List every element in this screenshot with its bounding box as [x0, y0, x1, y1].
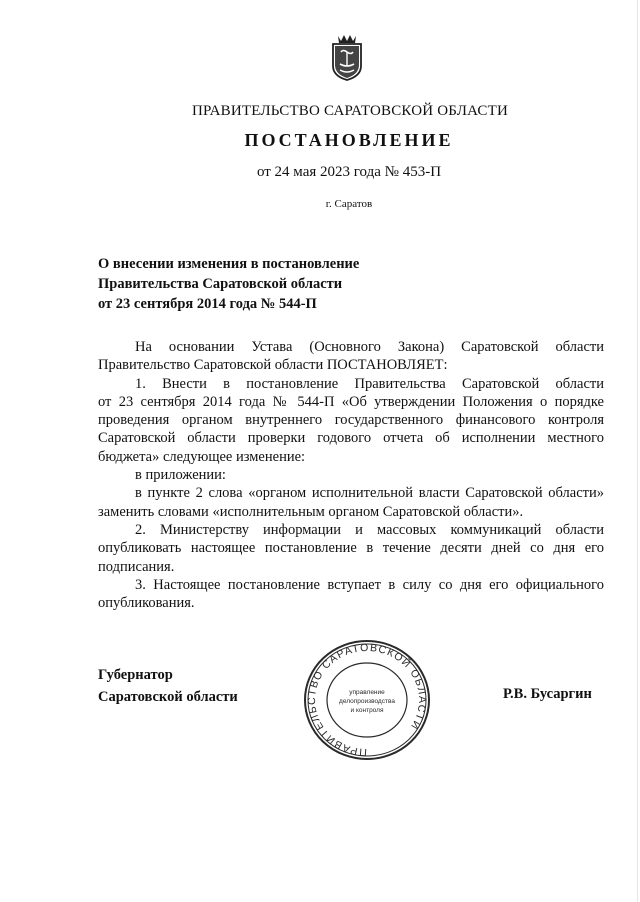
signatory-title: [98, 664, 238, 708]
body-line: заменить словами «исполнительным органом Саратовской области».: [98, 503, 524, 520]
body-line: от 23 сентября 2014 года № 544-П «Об утверждении Положения о порядке: [98, 393, 604, 410]
decree-subject: [98, 254, 359, 314]
body-line: 1. Внести в постановление Правительства Саратовской области: [135, 375, 604, 392]
body-line: бюджета» следующее изменение:: [98, 448, 306, 465]
signatory-title-line: Саратовской области: [98, 689, 238, 705]
subject-line: Правительства Саратовской области: [98, 276, 343, 292]
city-name: г. Саратов: [325, 198, 373, 210]
body-line: Саратовской области проверки годового отчета об исполнении местного: [98, 430, 604, 447]
body-line: 2. Министерству информации и массовых коммуникаций области: [135, 521, 604, 538]
body-line: проведения органом внутреннего государственного финансового контроля: [98, 412, 604, 429]
body-line: На основании Устава (Основного Закона) Саратовской области: [135, 339, 604, 355]
official-stamp: [300, 636, 434, 762]
body-line: опубликования.: [98, 595, 195, 612]
body-line: опубликовать настоящее постановление в течение десяти дней со дня его: [98, 540, 604, 557]
stamp-center-line: и контроля: [350, 707, 384, 714]
decree-date-number: от 24 мая 2023 года № 453-П: [256, 164, 442, 180]
body-line: 3. Настоящее постановление вступает в силу со дня его официального: [135, 576, 604, 593]
page-edge-divider: [637, 0, 638, 902]
signatory-name: Р.В. Бусаргин: [503, 686, 592, 702]
stamp-center-line: делопроизводства: [339, 698, 395, 705]
subject-line: от 23 сентября 2014 года № 544-П: [98, 296, 317, 312]
document-type-title: ПОСТАНОВЛЕНИЕ: [244, 130, 454, 150]
decree-body: [98, 338, 604, 612]
subject-line: О внесении изменения в постановление: [98, 256, 360, 272]
government-name: ПРАВИТЕЛЬСТВО САРАТОВСКОЙ ОБЛАСТИ: [191, 103, 509, 119]
stamp-ring-text: ПРАВИТЕЛЬСТВО САРАТОВСКОЙ ОБЛАСТИ: [305, 641, 429, 759]
body-line: в пункте 2 слова «органом исполнительной власти Саратовской области»: [135, 485, 604, 502]
stamp-center-line: управление: [349, 689, 385, 696]
body-line: в приложении:: [135, 467, 226, 484]
coat-of-arms-icon: [327, 30, 367, 82]
body-line: подписания.: [98, 558, 175, 575]
body-line: Правительство Саратовской области ПОСТАНОВЛЯЕТ:: [98, 357, 448, 374]
signatory-title-line: Губернатор: [98, 667, 173, 683]
